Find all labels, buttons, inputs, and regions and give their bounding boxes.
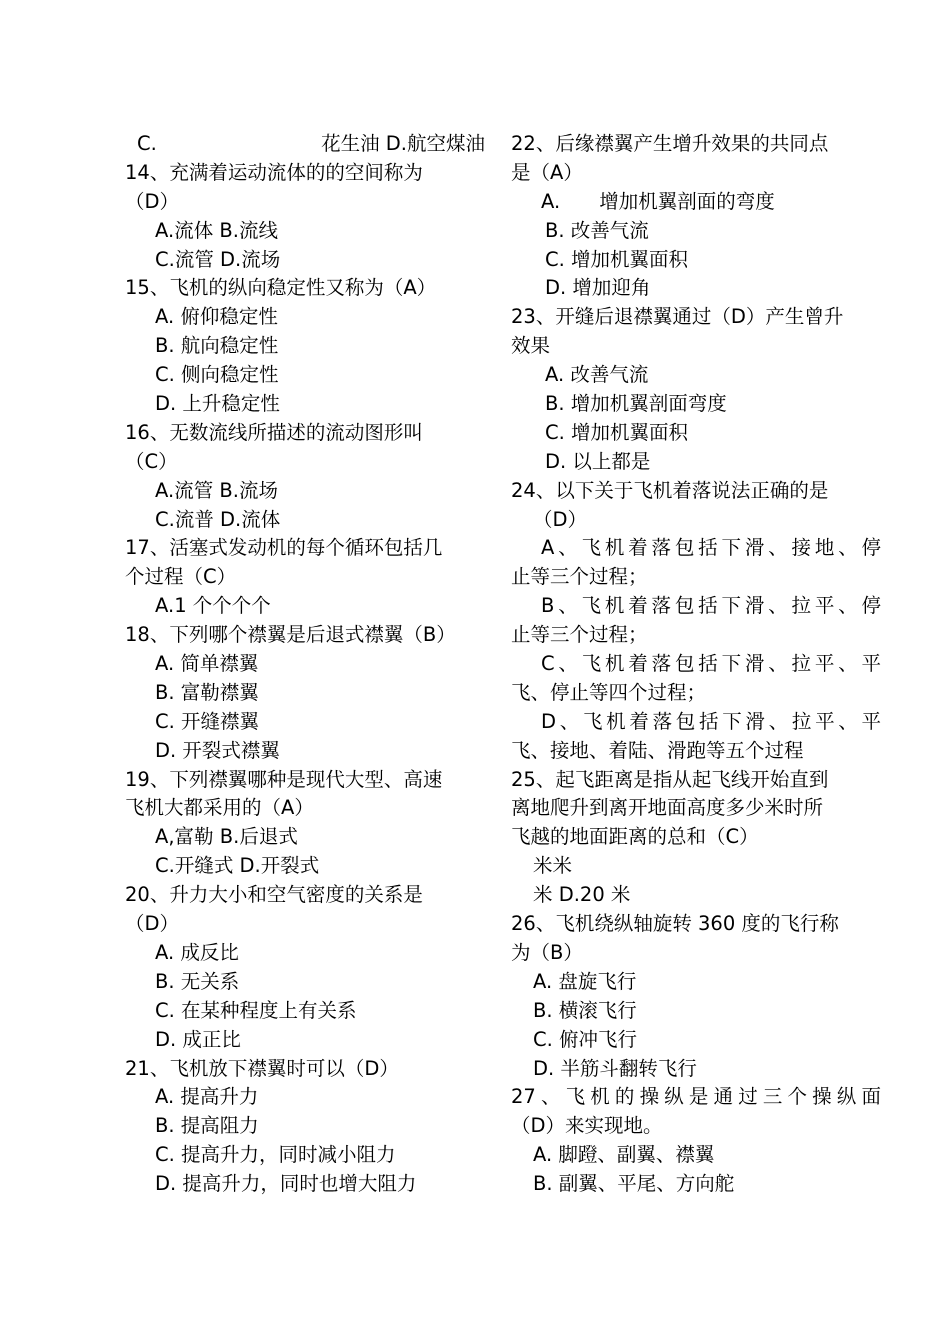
text-line: 23、开缝后退襟翼通过（D）产生曾升 — [511, 305, 844, 329]
text-line: 15、飞机的纵向稳定性又称为（A） — [125, 276, 437, 300]
text-line: D. 成正比 — [155, 1027, 241, 1051]
text-line: （C） — [125, 449, 178, 473]
text-line: 止等三个过程； — [511, 623, 648, 647]
text-line: 27、飞机的操纵是通过三个操纵面 — [511, 1085, 881, 1109]
text-line: 个过程（C） — [125, 565, 237, 589]
text-line: 效果 — [511, 334, 551, 358]
text-line: 飞机大都采用的（A） — [125, 796, 314, 820]
text-line — [125, 130, 485, 159]
text-line: 14、充满着运动流体的的空间称为 — [125, 160, 423, 184]
text-line: 25、起飞距离是指从起飞线开始直到 — [511, 767, 829, 791]
text-line: A.流管 B.流场 — [155, 478, 278, 502]
text-line: C. 俯冲飞行 — [533, 1027, 638, 1051]
text-line: D. 增加迎角 — [545, 276, 651, 300]
text-line: 米米 — [533, 854, 573, 878]
text-line: A. 盘旋飞行 — [533, 969, 637, 993]
text-line: 离地爬升到离开地面高度多少米时所 — [511, 796, 824, 820]
text-line: B. 无关系 — [155, 969, 240, 993]
text-line: A. 俯仰稳定性 — [155, 305, 278, 329]
text-line: 18、下列哪个襟翼是后退式襟翼（B） — [125, 623, 456, 647]
text-line: 21、飞机放下襟翼时可以（D） — [125, 1056, 399, 1080]
text-line: C. 开缝襟翼 — [155, 709, 260, 733]
text-line: A、飞机着落包括下滑、接地、停 — [541, 536, 881, 560]
text-line: （D） — [125, 912, 180, 936]
text-line: B. 航向稳定性 — [155, 334, 279, 358]
text-line: 22、后缘襟翼产生增升效果的共同点 — [511, 132, 829, 155]
text-line: 飞、接地、着陆、滑跑等五个过程 — [511, 738, 804, 762]
text-line: A. 简单襟翼 — [155, 652, 259, 676]
text-line: B. 富勒襟翼 — [155, 680, 259, 704]
text-line: C.流普 D.流体 — [155, 507, 281, 531]
text-line: A. 成反比 — [155, 940, 239, 964]
text-line: C. 在某种程度上有关系 — [155, 998, 357, 1022]
text-line: 米 D.20 米 — [533, 883, 631, 907]
text-line: B. 增加机翼剖面弯度 — [545, 392, 727, 416]
text-line: B. 横滚飞行 — [533, 998, 637, 1022]
text-line: D、飞机着落包括下滑、拉平、平 — [541, 709, 881, 733]
text-line: A.1 个个个个 — [155, 594, 271, 618]
text-line: 16、无数流线所描述的流动图形叫 — [125, 420, 423, 444]
text-line: 19、下列襟翼哪种是现代大型、高速 — [125, 767, 443, 791]
text-line: D. 半筋斗翻转飞行 — [533, 1056, 697, 1080]
text-line: D. 提高升力，同时也增大阻力 — [155, 1172, 417, 1196]
text-line: （D）来实现地。 — [511, 1114, 663, 1138]
text-line: B. 改善气流 — [545, 218, 649, 242]
text-line: B. 副翼、平尾、方向舵 — [533, 1172, 735, 1196]
text-line-part: 花生油 D.航空煤油 — [321, 132, 485, 155]
text-line: A,富勒 B.后退式 — [155, 825, 298, 849]
text-line-part: C. — [137, 132, 157, 155]
text-line: B、飞机着落包括下滑、拉平、停 — [541, 594, 881, 618]
text-line: 为（B） — [511, 940, 583, 964]
text-line: 20、升力大小和空气密度的关系是 — [125, 883, 423, 907]
text-line: B. 提高阻力 — [155, 1114, 259, 1138]
text-line: C. 增加机翼面积 — [545, 420, 689, 444]
text-line: C. 侧向稳定性 — [155, 363, 279, 387]
text-line: C. 提高升力，同时减小阻力 — [155, 1143, 396, 1167]
text-line: C.开缝式 D.开裂式 — [155, 854, 320, 878]
text-line: 24、以下关于飞机着落说法正确的是 — [511, 478, 829, 502]
text-line: 26、飞机绕纵轴旋转 360 度的飞行称 — [511, 912, 839, 936]
text-line: C、飞机着落包括下滑、拉平、平 — [541, 652, 881, 676]
text-line: C. 增加机翼面积 — [545, 247, 689, 271]
text-line: 飞越的地面距离的总和（C） — [511, 825, 759, 849]
text-line: 止等三个过程； — [511, 565, 648, 589]
right-column — [511, 130, 881, 1199]
text-line: （D） — [533, 507, 588, 531]
text-line: 17、活塞式发动机的每个循环包括几 — [125, 536, 443, 560]
text-line: D. 以上都是 — [545, 449, 651, 473]
text-line: （D） — [125, 189, 180, 213]
text-line: 飞、停止等四个过程； — [511, 680, 707, 704]
left-column — [125, 130, 485, 1199]
text-line: A. 增加机翼剖面的弯度 — [541, 189, 775, 213]
text-line: 是（A） — [511, 160, 583, 184]
text-line: A. 提高升力 — [155, 1085, 259, 1109]
text-line: A. 脚蹬、副翼、襟翼 — [533, 1143, 715, 1167]
text-line: C.流管 D.流场 — [155, 247, 281, 271]
text-line: D. 开裂式襟翼 — [155, 738, 280, 762]
text-line: A. 改善气流 — [545, 363, 649, 387]
text-line: D. 上升稳定性 — [155, 392, 280, 416]
text-line: A.流体 B.流线 — [155, 218, 278, 242]
